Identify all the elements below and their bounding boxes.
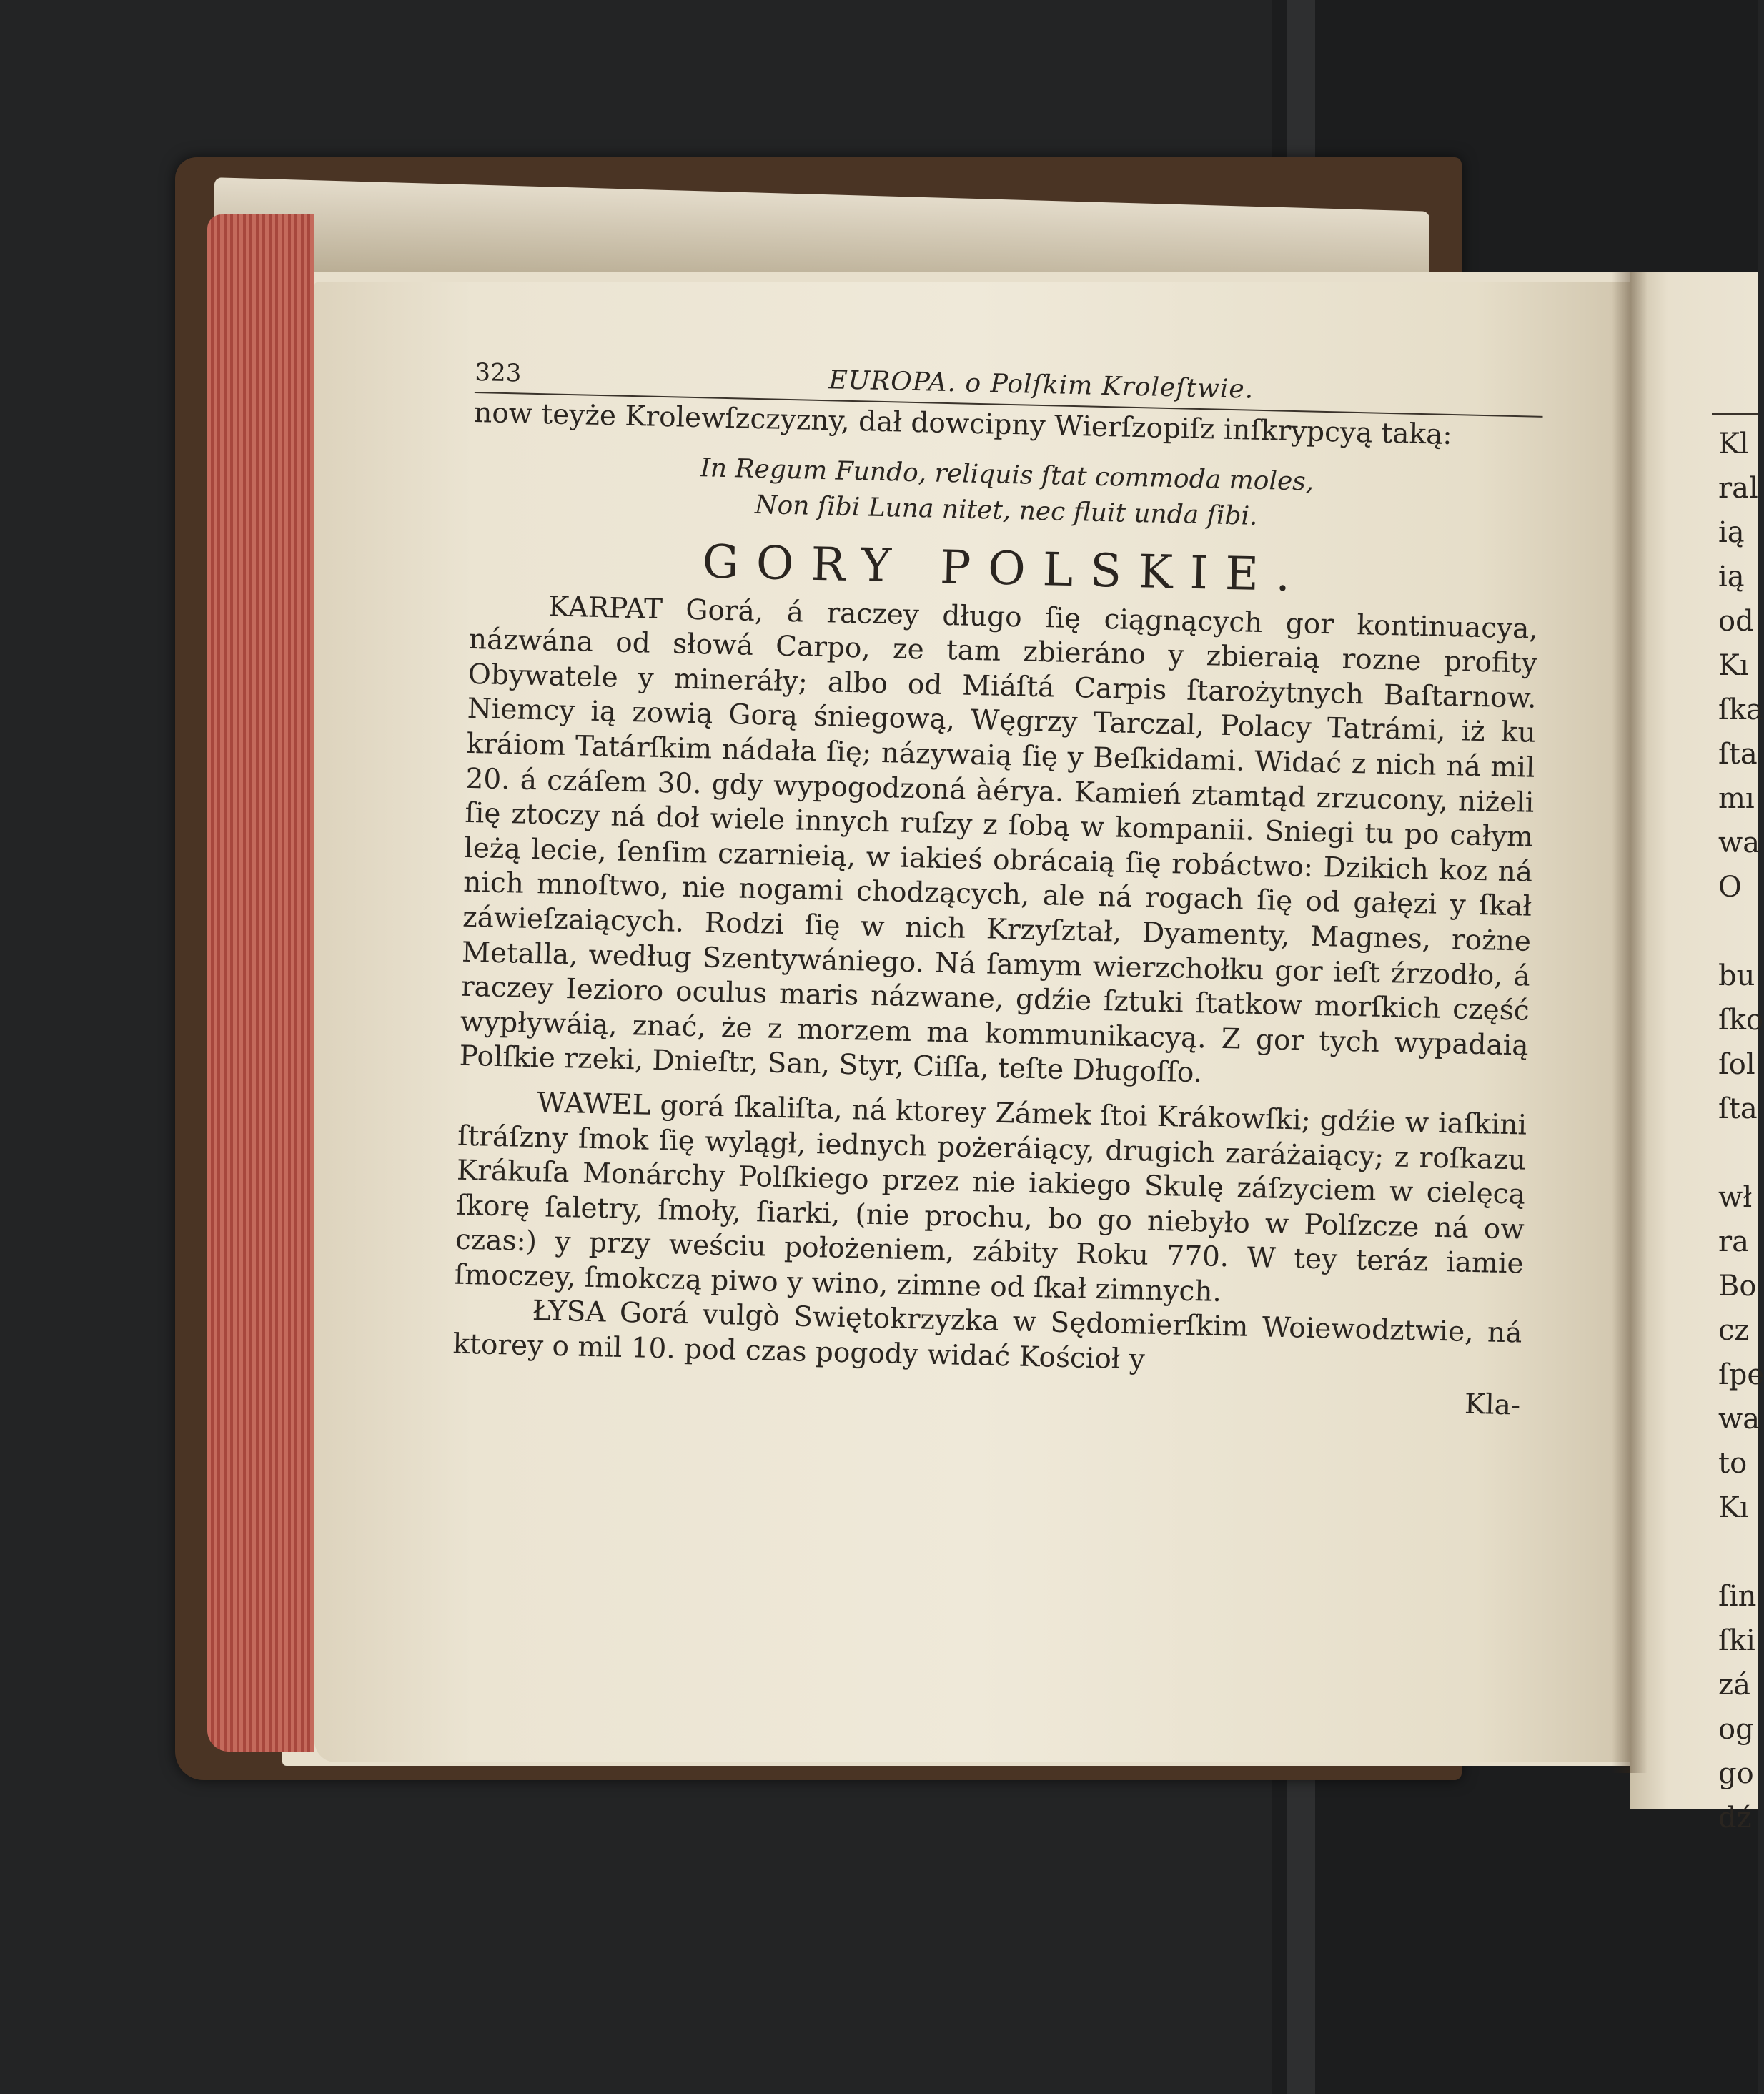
facing-page-fragment: wł <box>1718 1181 1753 1214</box>
inscription-line-2: Non ſibi Luna nitet, nec fluit unda ſibi. <box>754 490 1258 531</box>
latin-inscription <box>472 445 1542 541</box>
facing-page-fragment: ra <box>1718 1225 1749 1258</box>
facing-page-fragment: ſta <box>1718 738 1758 771</box>
facing-page-fragment: od <box>1718 605 1754 638</box>
facing-page-fragment: ral <box>1718 472 1758 505</box>
facing-page-fragment: dź <box>1718 1802 1752 1834</box>
facing-page-fragment: cz <box>1718 1314 1750 1347</box>
facing-page-fragment: go <box>1718 1757 1754 1790</box>
catchword: Kla- <box>1464 1388 1521 1422</box>
facing-page-fragment: ſin <box>1718 1580 1757 1613</box>
page-number: 323 <box>475 357 522 388</box>
paragraph-karpat-text: KARPAT Gorá, á raczey długo ſię ciągnących gor kontinuacya, názwána od słowá Carpo, ze tam zbieráno y zbieraią rozne profity Obywatele y mineráły; albo od Miáſtá Carpis ſtarożytnych Baſtarnow. Niemcy ią zowią Gorą śniegową, Węgrzy Tarczal, Polacy Tatrámi, iż ku kráiom Tatárſkim nádała ſię; názywaią ſię y Beſkidami. Widać z nich ná mil 20. á czáſem 30. gdy wypogodzoná àérya. Kamień ztamtąd zrzucony, niżeli ſię ztoczy ná doł wiele innych ruſzy z ſobą w kompanii. Sniegi tu po całym leżą lecie, ſenſim czarnieią, w iakieś obrácaią ſię robáctwo: Dzikich koz ná nich mnoſtwo, nie nogami chodzących, ale ná rogach ſię od gałęzi y ſkał záwieſzaiących. Rodzi ſię w nich Krzyſztał, Dyamenty, Magnes, rożne Metalla, według Szentywániego. Ná ſamym wierzchołku gor ieſt źrzodło, á raczey Iezioro oculus maris názwane, gdźie ſztuki ſtatkow morſkich część wypływáią, znać, że z morzem ma kommunikacyą. Z gor tych wypadaią Polſkie rzeki, Dnieſtr, San, Styr, Ciſſa, teſte Długoſſo. <box>459 591 1539 1090</box>
facing-page-text <box>1718 422 1764 1840</box>
facing-page-fragment: Kı <box>1718 1491 1749 1524</box>
facing-page-fragment: zá <box>1718 1669 1750 1702</box>
facing-page-fragment: bu <box>1718 959 1755 992</box>
facing-page-fragment: mı <box>1718 782 1755 815</box>
facing-page-fragment <box>1718 1131 1758 1175</box>
inscription-line-1: In Regum Fundo, reliquis ſtat commoda moles, <box>700 453 1314 497</box>
facing-page-rule <box>1712 413 1758 415</box>
paragraph-wawel <box>454 1085 1527 1317</box>
facing-page-fragment: ſta <box>1718 1092 1758 1125</box>
paragraph-wawel-text: WAWEL gorá ſkaliſta, ná ktorey Zámek ſtoi Krákowſki; gdźie w iaſkini ſtráſzny ſmok ſię wylągł, iednych pożeráiący, drugich zaráżaiący; z roſkazu Krákuſa Monárchy Polſkiego przez nie iakiego Skulę záſzyciem w cielęcą ſkorę ſaletry, ſmoły, ſiarki, (nie prochu, bo go niebyło w Polſzcze ná ow czas:) y przy weściu położeniem, zábity Roku 770. W tey teráz iamie ſmoczey, ſmokczą piwo y wino, zimne od ſkał zimnych. <box>454 1087 1527 1308</box>
facing-page-fragment: ſol <box>1718 1048 1755 1081</box>
facing-page-fragment <box>1718 909 1758 954</box>
facing-page-fragment: og <box>1718 1713 1754 1746</box>
facing-page-fragment: Kı <box>1718 649 1749 682</box>
gutter-shadow <box>1612 272 1647 1773</box>
paragraph-lysa-text: ŁYSA Gorá vulgò Swiętokrzyzka w Sędomierſkim Woiewodztwie, ná ktorey o mil 10. pod czas pogody widać Kościoł y <box>452 1295 1522 1376</box>
facing-page-fragment: wa <box>1718 826 1760 859</box>
facing-page-fragment: ſpe <box>1718 1358 1764 1391</box>
facing-page-fragment: ſka <box>1718 693 1763 726</box>
running-head: EUROPA. o Polſkim Kroleſtwie. <box>828 365 1254 405</box>
facing-page-fragment: Bo <box>1718 1270 1757 1303</box>
facing-page-fragment <box>1718 1530 1758 1574</box>
facing-page-fragment: ią <box>1718 560 1745 593</box>
left-page-text <box>452 357 1544 1421</box>
facing-page-fragment: wa <box>1718 1403 1760 1436</box>
facing-page-fragment: ią <box>1718 516 1745 549</box>
book-fore-edge <box>207 214 314 1752</box>
facing-page-fragment: O <box>1718 871 1742 904</box>
facing-page-fragment: ſki <box>1718 1624 1755 1657</box>
body-text <box>452 396 1542 1421</box>
facing-page-fragment: Kl <box>1718 428 1749 460</box>
paragraph-karpat <box>459 588 1538 1099</box>
facing-page-fragment: ſko <box>1718 1004 1764 1037</box>
facing-page-fragment: to <box>1718 1447 1748 1480</box>
section-title: GORY POLSKIE. <box>702 535 1308 603</box>
paragraph-intro: now teyże Krolewſzczyzny, dał dowcipny Wierſzopiſz inſkrypcyą taką: <box>473 396 1453 452</box>
